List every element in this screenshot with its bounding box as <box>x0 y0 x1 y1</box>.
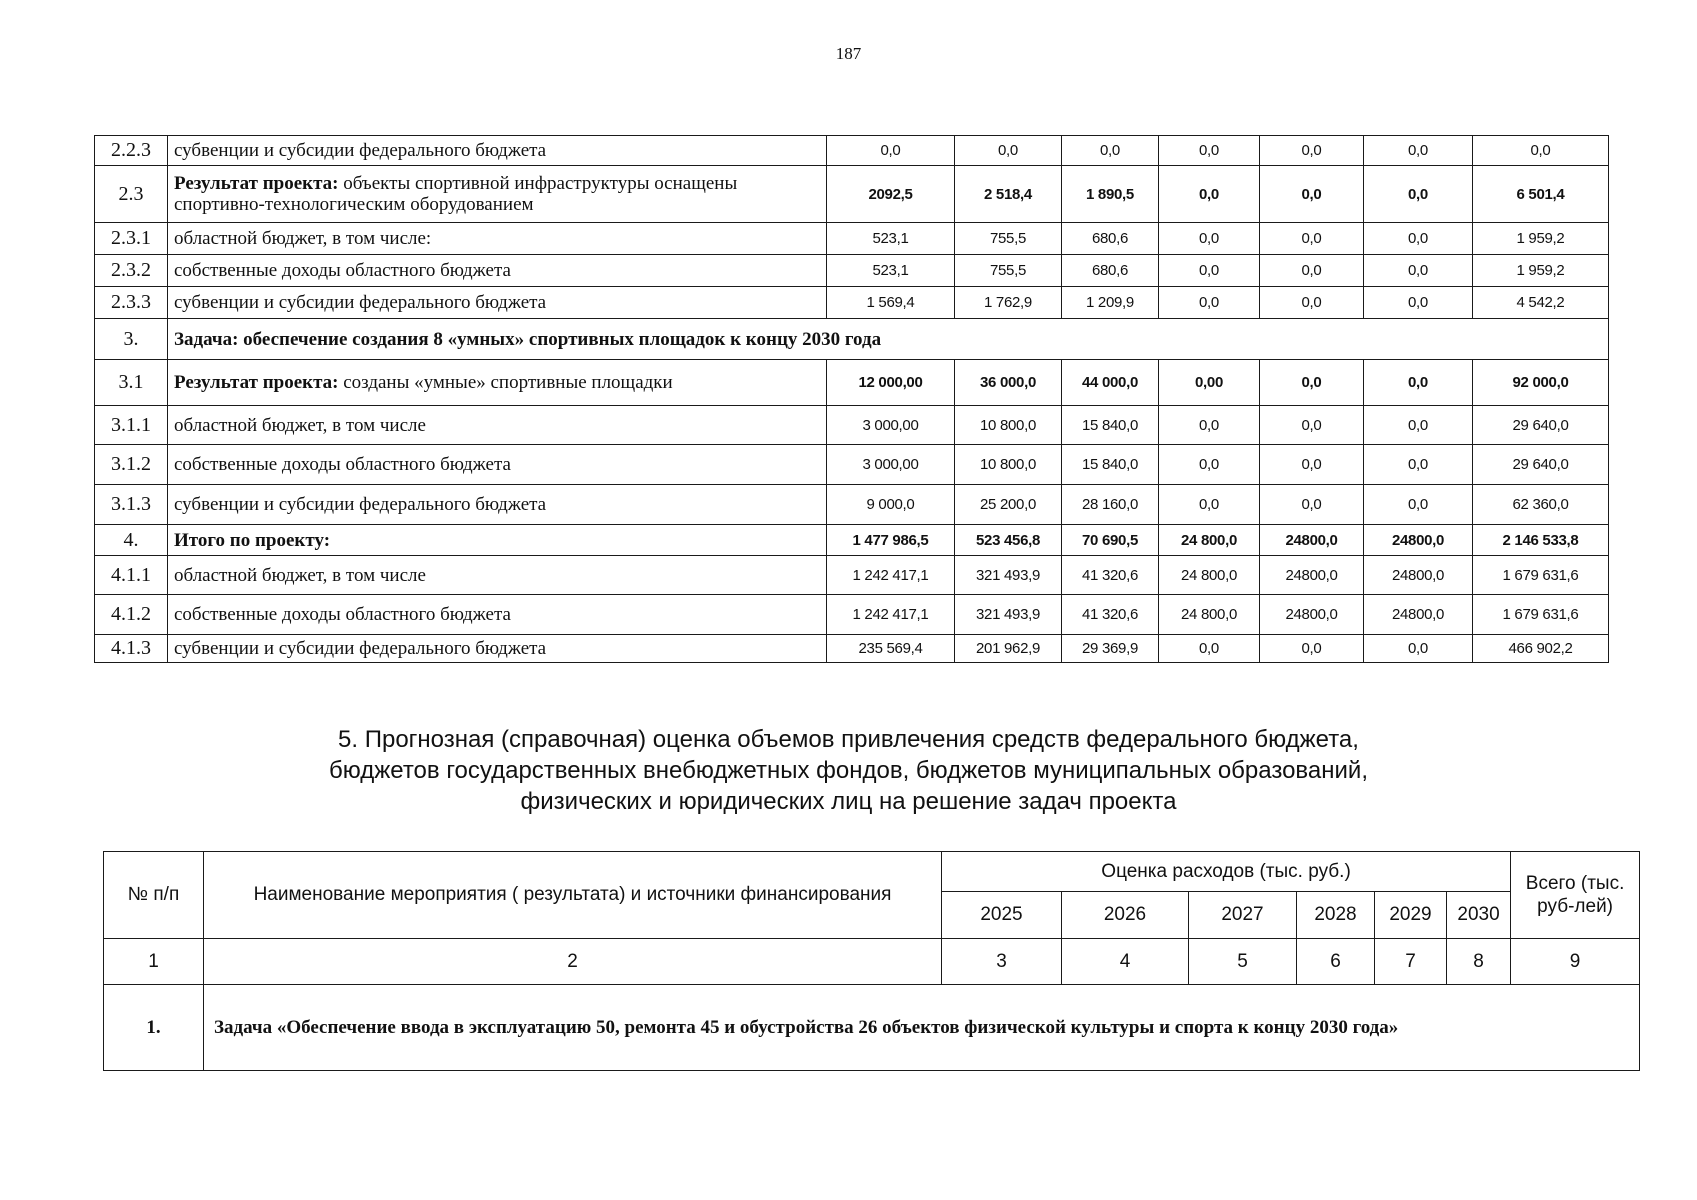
row-number: 4.1.2 <box>95 595 168 635</box>
value-cell: 0,0 <box>1260 223 1364 255</box>
value-cell: 0,0 <box>1062 136 1159 166</box>
value-cell: 0,0 <box>1159 485 1260 525</box>
value-cell: 29 640,0 <box>1473 406 1609 445</box>
value-cell: 24800,0 <box>1364 556 1473 595</box>
value-cell: 36 000,0 <box>955 360 1062 406</box>
section-heading-line: физических и юридических лиц на решение задач проекта <box>520 788 1177 815</box>
year-cell: 2030 <box>1447 892 1511 939</box>
value-cell: 0,0 <box>1260 445 1364 485</box>
value-cell: 3 000,00 <box>827 445 955 485</box>
value-cell: 0,0 <box>1159 223 1260 255</box>
value-cell: 1 679 631,6 <box>1473 595 1609 635</box>
task-row <box>95 319 1609 360</box>
value-cell: 0,0 <box>1364 445 1473 485</box>
value-cell: 1 959,2 <box>1473 255 1609 287</box>
value-cell: 24800,0 <box>1364 525 1473 556</box>
value-cell: 44 000,0 <box>1062 360 1159 406</box>
year-cell: 2026 <box>1062 892 1189 939</box>
table-row <box>95 525 1609 556</box>
value-cell: 24800,0 <box>1260 525 1364 556</box>
row-name <box>168 445 827 485</box>
row-number: 3.1.1 <box>95 406 168 445</box>
value-cell: 41 320,6 <box>1062 556 1159 595</box>
value-cell: 0,0 <box>1260 136 1364 166</box>
header-estimate: Оценка расходов (тыс. руб.) <box>942 852 1511 892</box>
header-name: Наименование мероприятия ( результата) и источники финансирования <box>204 852 942 939</box>
row-number: 2.3.3 <box>95 287 168 319</box>
row-number: 4. <box>95 525 168 556</box>
value-cell: 28 160,0 <box>1062 485 1159 525</box>
task-row <box>104 985 1640 1071</box>
row-name <box>168 223 827 255</box>
value-cell: 92 000,0 <box>1473 360 1609 406</box>
value-cell: 0,0 <box>1364 287 1473 319</box>
value-cell: 1 890,5 <box>1062 166 1159 223</box>
table-row <box>95 445 1609 485</box>
value-cell: 523,1 <box>827 255 955 287</box>
year-cell: 2025 <box>942 892 1062 939</box>
value-cell: 0,0 <box>827 136 955 166</box>
column-number: 3 <box>942 939 1062 985</box>
value-cell: 0,0 <box>1260 406 1364 445</box>
value-cell: 24800,0 <box>1364 595 1473 635</box>
value-cell: 201 962,9 <box>955 635 1062 663</box>
row-number: 4.1.3 <box>95 635 168 663</box>
value-cell: 466 902,2 <box>1473 635 1609 663</box>
task-text: Задача: обеспечение создания 8 «умных» спортивных площадок к концу 2030 года <box>168 319 1609 360</box>
row-name <box>168 255 827 287</box>
row-name-text: субвенции и субсидии федерального бюджета <box>174 140 547 161</box>
value-cell: 15 840,0 <box>1062 406 1159 445</box>
value-cell: 0,0 <box>1260 635 1364 663</box>
row-name-text: субвенции и субсидии федерального бюджета <box>174 638 547 659</box>
value-cell: 1 569,4 <box>827 287 955 319</box>
section-heading-line: 5. Прогнозная (справочная) оценка объемов привлечения средств федерального бюджета, <box>338 726 1359 753</box>
value-cell: 0,0 <box>1159 166 1260 223</box>
value-cell: 29 369,9 <box>1062 635 1159 663</box>
row-label: Итого по проекту: <box>174 529 331 551</box>
task-text: Задача «Обеспечение ввода в эксплуатацию 50, ремонта 45 и обустройства 26 объектов физической культуры и спорта к концу 2030 года» <box>204 985 1640 1071</box>
value-cell: 1 477 986,5 <box>827 525 955 556</box>
value-cell: 1 242 417,1 <box>827 595 955 635</box>
value-cell: 1 679 631,6 <box>1473 556 1609 595</box>
row-name-text: субвенции и субсидии федерального бюджета <box>174 494 547 515</box>
year-cell: 2027 <box>1189 892 1297 939</box>
row-number: 3. <box>95 319 168 360</box>
row-name <box>168 556 827 595</box>
column-number: 5 <box>1189 939 1297 985</box>
table-row <box>95 406 1609 445</box>
value-cell: 0,0 <box>1260 255 1364 287</box>
value-cell: 24800,0 <box>1260 595 1364 635</box>
value-cell: 680,6 <box>1062 255 1159 287</box>
value-cell: 3 000,00 <box>827 406 955 445</box>
row-number: 4.1.1 <box>95 556 168 595</box>
row-name <box>168 360 827 406</box>
value-cell: 2 518,4 <box>955 166 1062 223</box>
row-name <box>168 595 827 635</box>
row-number: 2.3.2 <box>95 255 168 287</box>
table-row <box>95 485 1609 525</box>
value-cell: 1 959,2 <box>1473 223 1609 255</box>
table-row <box>95 287 1609 319</box>
year-cell: 2028 <box>1297 892 1375 939</box>
value-cell: 1 209,9 <box>1062 287 1159 319</box>
value-cell: 523,1 <box>827 223 955 255</box>
value-cell: 680,6 <box>1062 223 1159 255</box>
row-name-text: областной бюджет, в том числе <box>174 564 426 586</box>
table-row <box>95 635 1609 663</box>
year-cell: 2029 <box>1375 892 1447 939</box>
value-cell: 755,5 <box>955 255 1062 287</box>
funding-table <box>94 135 1609 663</box>
row-name-text: созданы «умные» спортивные площадки <box>338 372 673 393</box>
value-cell: 24 800,0 <box>1159 525 1260 556</box>
value-cell: 0,0 <box>1260 360 1364 406</box>
value-cell: 0,0 <box>1260 485 1364 525</box>
column-numbers-row <box>104 939 1640 985</box>
value-cell: 0,0 <box>1364 166 1473 223</box>
table-row <box>95 223 1609 255</box>
estimate-table <box>103 851 1640 1071</box>
value-cell: 29 640,0 <box>1473 445 1609 485</box>
row-name <box>168 635 827 663</box>
value-cell: 321 493,9 <box>955 556 1062 595</box>
row-number: 2.3 <box>95 166 168 223</box>
row-name <box>168 406 827 445</box>
header-num: № п/п <box>104 852 204 939</box>
value-cell: 321 493,9 <box>955 595 1062 635</box>
column-number: 4 <box>1062 939 1189 985</box>
value-cell: 0,0 <box>1364 485 1473 525</box>
value-cell: 235 569,4 <box>827 635 955 663</box>
value-cell: 0,00 <box>1159 360 1260 406</box>
column-number: 9 <box>1511 939 1640 985</box>
value-cell: 0,0 <box>1260 166 1364 223</box>
row-name <box>168 166 827 223</box>
section-heading <box>0 724 1697 817</box>
value-cell: 0,0 <box>1364 360 1473 406</box>
row-number: 2.3.1 <box>95 223 168 255</box>
row-name-text: областной бюджет, в том числе: <box>174 228 432 249</box>
table-row <box>95 556 1609 595</box>
value-cell: 0,0 <box>1364 136 1473 166</box>
value-cell: 70 690,5 <box>1062 525 1159 556</box>
row-name-text: собственные доходы областного бюджета <box>174 604 511 625</box>
page-number: 187 <box>835 44 862 63</box>
row-name <box>168 525 827 556</box>
value-cell: 0,0 <box>1159 287 1260 319</box>
header-row <box>104 852 1640 892</box>
value-cell: 12 000,00 <box>827 360 955 406</box>
value-cell: 10 800,0 <box>955 445 1062 485</box>
value-cell: 0,0 <box>1260 287 1364 319</box>
row-name-text: собственные доходы областного бюджета <box>174 260 511 281</box>
value-cell: 10 800,0 <box>955 406 1062 445</box>
value-cell: 41 320,6 <box>1062 595 1159 635</box>
row-number: 3.1.2 <box>95 445 168 485</box>
value-cell: 24800,0 <box>1260 556 1364 595</box>
value-cell: 0,0 <box>1364 255 1473 287</box>
row-number: 3.1.3 <box>95 485 168 525</box>
value-cell: 15 840,0 <box>1062 445 1159 485</box>
column-number: 1 <box>104 939 204 985</box>
table-row <box>95 360 1609 406</box>
row-name <box>168 136 827 166</box>
row-number: 3.1 <box>95 360 168 406</box>
value-cell: 755,5 <box>955 223 1062 255</box>
column-number: 7 <box>1375 939 1447 985</box>
value-cell: 0,0 <box>1364 406 1473 445</box>
value-cell: 0,0 <box>1159 136 1260 166</box>
value-cell: 0,0 <box>1364 635 1473 663</box>
column-number: 8 <box>1447 939 1511 985</box>
value-cell: 0,0 <box>1159 406 1260 445</box>
table-row <box>95 255 1609 287</box>
value-cell: 0,0 <box>1159 445 1260 485</box>
value-cell: 523 456,8 <box>955 525 1062 556</box>
column-number: 6 <box>1297 939 1375 985</box>
row-label: Результат проекта: <box>174 372 339 393</box>
value-cell: 2 146 533,8 <box>1473 525 1609 556</box>
row-name-text: собственные доходы областного бюджета <box>174 454 511 475</box>
section-heading-line: бюджетов государственных внебюджетных фондов, бюджетов муниципальных образований, <box>329 757 1368 784</box>
task-number: 1. <box>104 985 204 1071</box>
table-row <box>95 595 1609 635</box>
value-cell: 0,0 <box>1473 136 1609 166</box>
row-name <box>168 287 827 319</box>
row-number: 2.2.3 <box>95 136 168 166</box>
value-cell: 6 501,4 <box>1473 166 1609 223</box>
column-number: 2 <box>204 939 942 985</box>
row-label: Результат проекта: <box>174 173 339 194</box>
row-name-text: субвенции и субсидии федерального бюджета <box>174 292 547 313</box>
row-name <box>168 485 827 525</box>
value-cell: 25 200,0 <box>955 485 1062 525</box>
value-cell: 0,0 <box>1364 223 1473 255</box>
header-total: Всего (тыс. руб-лей) <box>1511 852 1640 939</box>
value-cell: 9 000,0 <box>827 485 955 525</box>
value-cell: 1 242 417,1 <box>827 556 955 595</box>
row-name-text: областной бюджет, в том числе <box>174 414 426 436</box>
value-cell: 2092,5 <box>827 166 955 223</box>
value-cell: 62 360,0 <box>1473 485 1609 525</box>
value-cell: 0,0 <box>1159 255 1260 287</box>
row-name-text: объекты спортивной инфраструктуры оснащены спортивно-технологическим оборудованием <box>174 173 738 215</box>
value-cell: 0,0 <box>1159 635 1260 663</box>
value-cell: 0,0 <box>955 136 1062 166</box>
value-cell: 4 542,2 <box>1473 287 1609 319</box>
table-row <box>95 136 1609 166</box>
value-cell: 24 800,0 <box>1159 595 1260 635</box>
value-cell: 1 762,9 <box>955 287 1062 319</box>
value-cell: 24 800,0 <box>1159 556 1260 595</box>
table-row <box>95 166 1609 223</box>
